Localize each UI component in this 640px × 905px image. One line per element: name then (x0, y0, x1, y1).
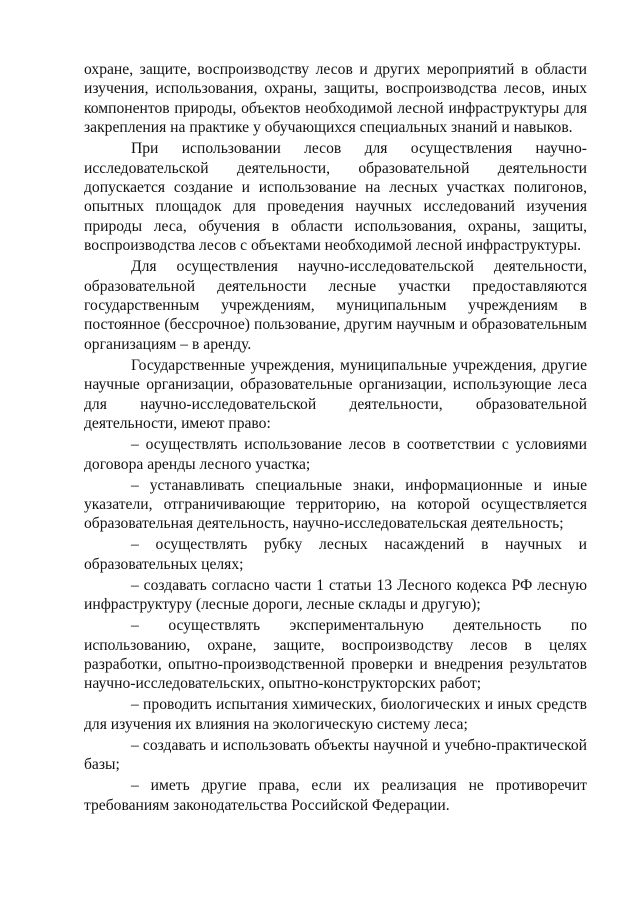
paragraph-polygons: При использовании лесов для осуществления научно-исследовательской деятельности, образовательной деятельности допускается создание и использование на лесных участках полигонов, опытных площадок для проведения научных исследований изучения природы леса, обучения в области использования, охраны, защиты, воспроизводства лесов с объектами необходимой лесной инфраструктуры. (84, 140, 587, 255)
list-item-other-rights: – иметь другие права, если их реализация не противоречит требованиям законодательства Российской Федерации. (84, 777, 587, 814)
list-item-base-objects: – создавать и использовать объекты научной и учебно-практической базы; (84, 736, 587, 774)
paragraph-rights-intro: Государственные учреждения, муниципальные учреждения, другие научные организации, образовательные организации, использующие леса для научно-исследовательской деятельности, образовательной деятельности, имеют право: (84, 356, 587, 433)
paragraph-continuation: охране, защите, воспроизводству лесов и других мероприятий в области изучения, использования, охраны, защиты, воспроизводства лесов, иных компонентов природы, объектов необходимой лесной инфраструктуры для закрепления на практике у обучающихся специальных знаний и навыков. (84, 61, 587, 137)
list-item-signs: – устанавливать специальные знаки, информационные и иные указатели, отграничивающие территорию, на которой осуществляется образовательная деятельность, научно-исследовательская деятельность; (84, 476, 587, 533)
paragraph-provision: Для осуществления научно-исследовательской деятельности, образовательной деятельности лесные участки предоставляются государственным учреждениям, муниципальным учреждениям в постоянное (бессрочное) пользование, другим научным и образовательным организациям – в аренду. (84, 258, 587, 353)
list-item-felling: – осуществлять рубку лесных насаждений в научных и образовательных целях; (84, 536, 587, 573)
document-page (84, 60, 587, 817)
list-item-forest-use: – осуществлять использование лесов в соответствии с условиями договора аренды лесного участка; (84, 436, 587, 473)
list-item-infrastructure: – создавать согласно части 1 статьи 13 Лесного кодекса РФ лесную инфраструктуру (лесные дороги, лесные склады и другую); (84, 576, 587, 614)
list-item-experimental: – осуществлять экспериментальную деятельность по использованию, охране, защите, воспроизводству лесов в целях разработки, опытно-производственной проверки и внедрения результатов научно-исследовательских, опытно-конструкторских работ; (84, 617, 587, 693)
list-item-testing: – проводить испытания химических, биологических и иных средств для изучения их влияния на экологическую систему леса; (84, 696, 587, 733)
